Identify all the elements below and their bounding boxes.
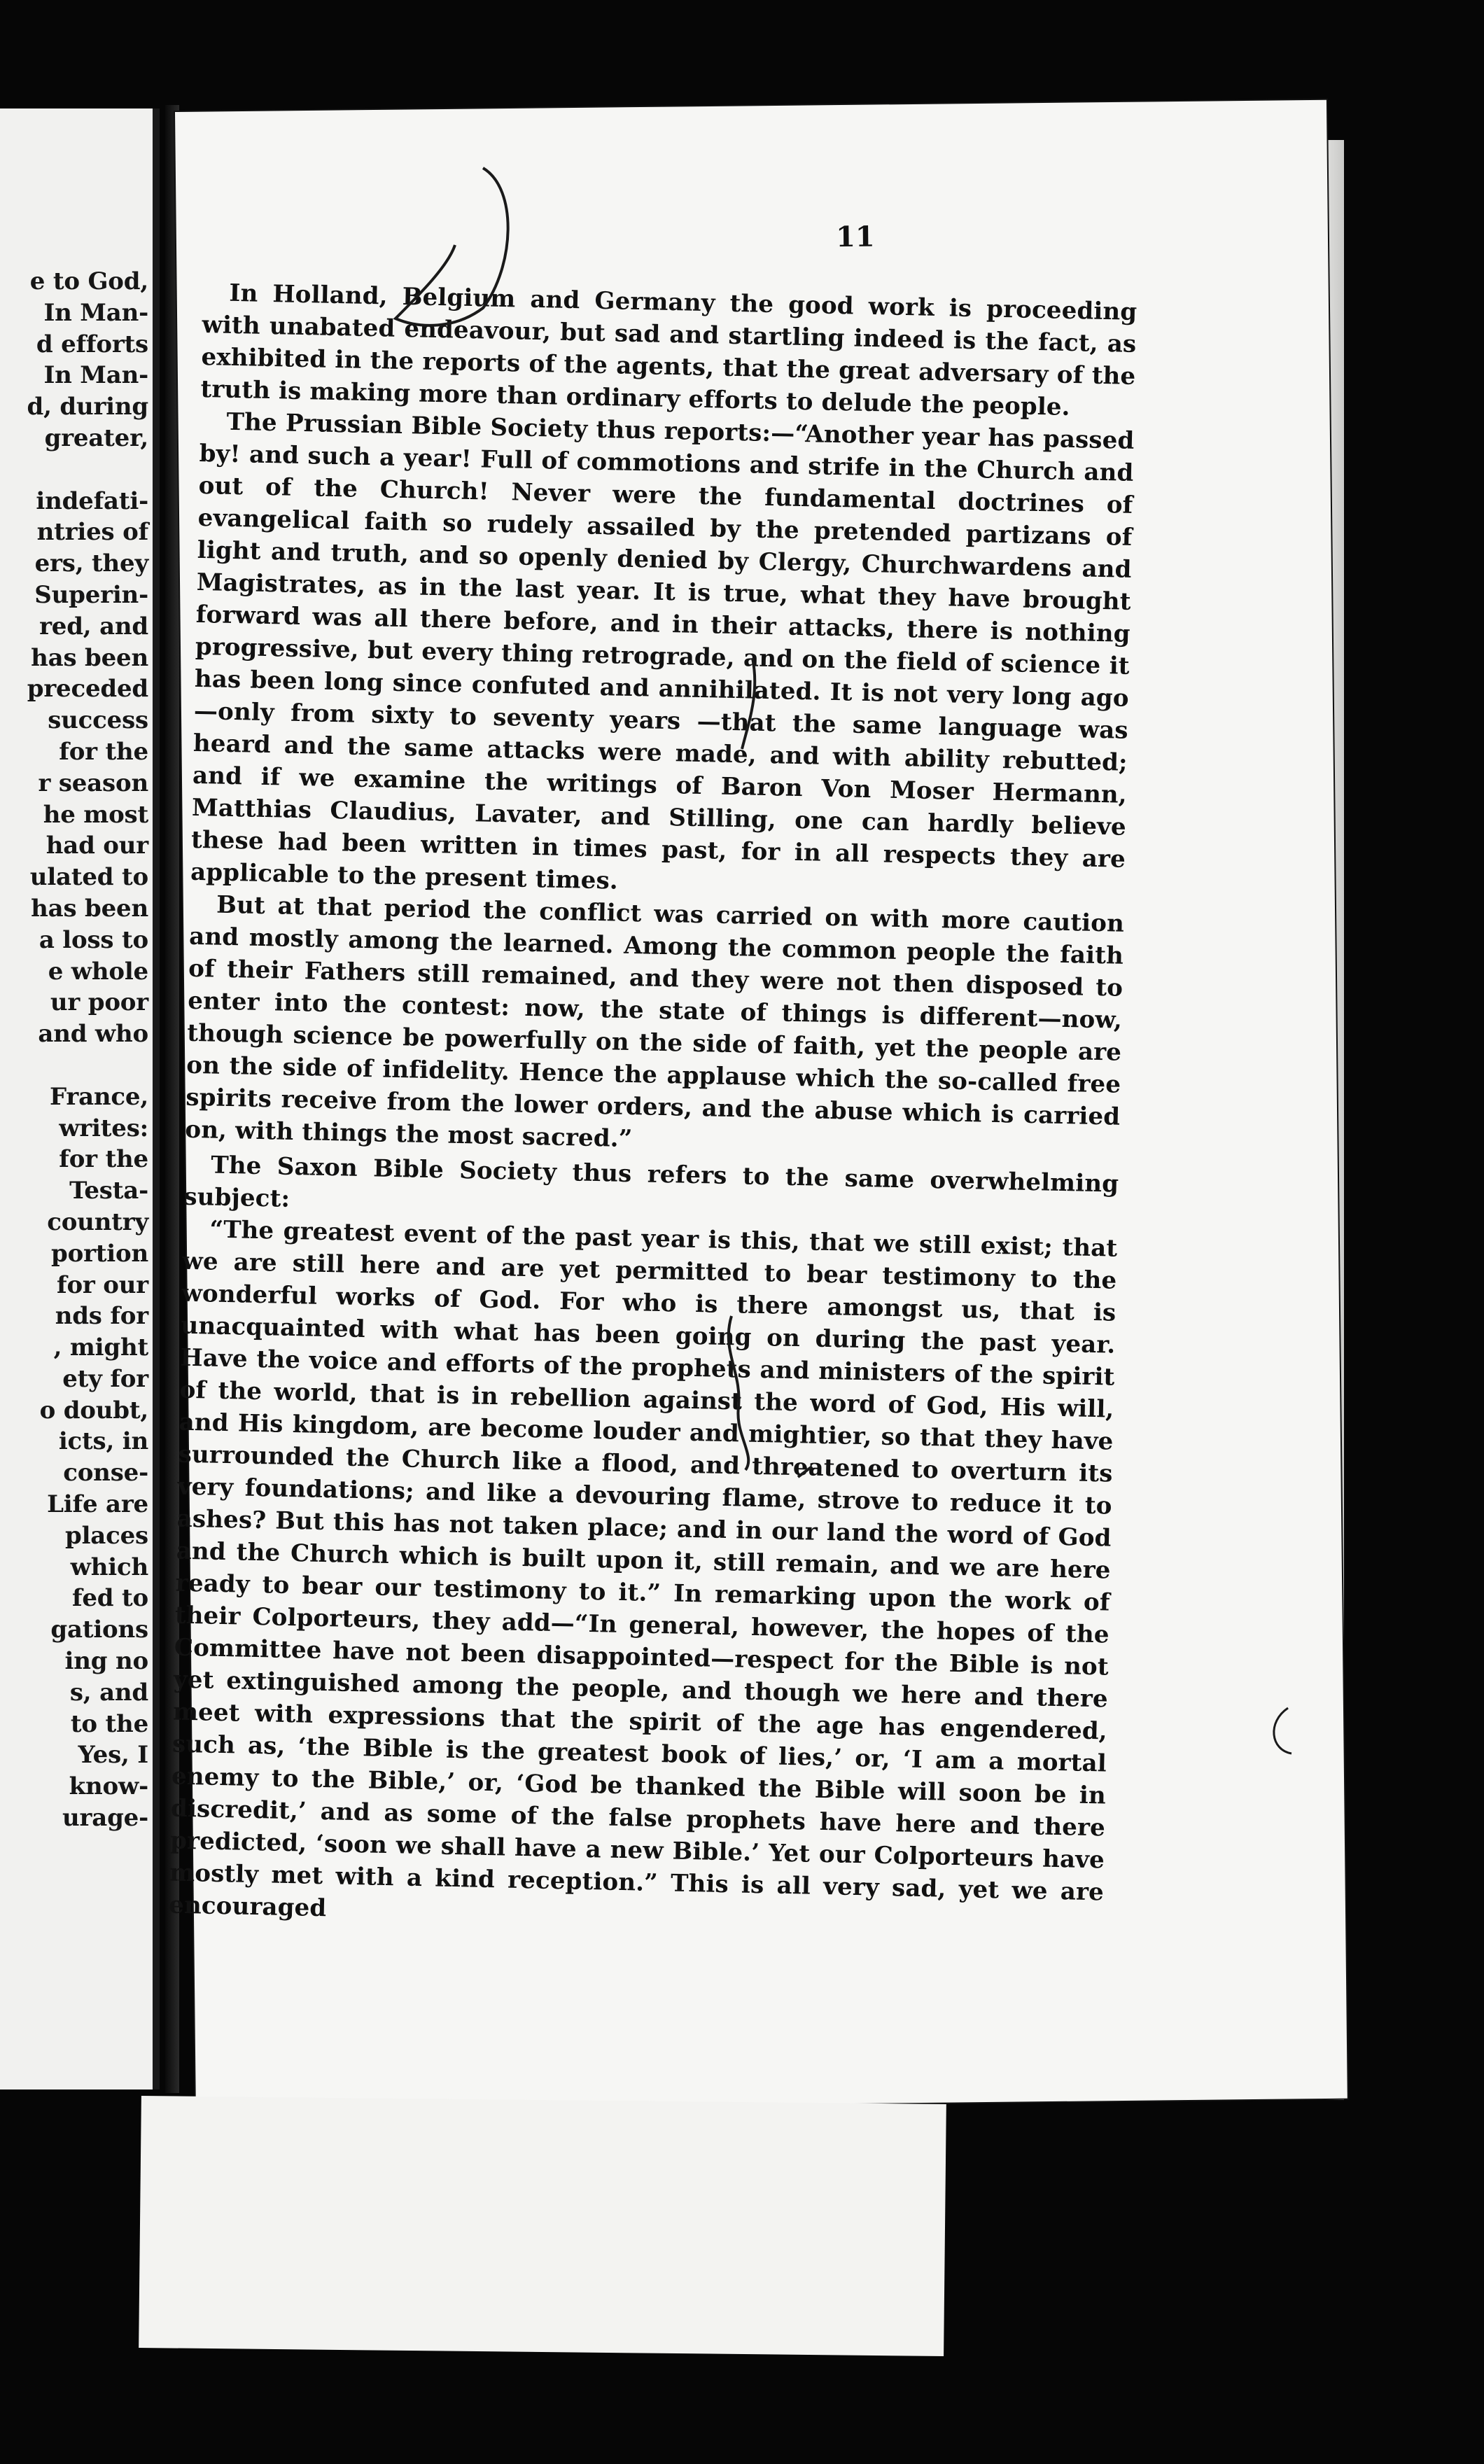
page-number: 11 [835, 220, 875, 254]
facing-page-line: he most [43, 800, 148, 829]
facing-page-line: indefati- [36, 486, 148, 515]
facing-page-line: portion [51, 1239, 148, 1268]
paragraph: But at that period the conflict was carried on with more caution and mostly among the learned. Among the common people the faith of their Fathers still remained, and they were not then disposed to enter into the contest: now, the state of things is different—now, though science be powerfully on the side of faith, yet the people are on the side of infidelity. Hence the applause which the so-called free spirits receive from the lower orders, and the abuse which is carried on, with things the most sacred.” [185, 890, 1125, 1154]
facing-page-line: success [48, 706, 148, 735]
facing-page-line: ety for [62, 1364, 148, 1393]
facing-page-line: fed to [71, 1584, 148, 1613]
facing-page-line: ulated to [29, 863, 148, 892]
paragraph: “The greatest event of the past year is this, that we still exist; that we are still here and are yet permitted to bear testimony to the wonderful works of God. For who is there amongst us, that is unacquainted with what has been going on during the past year. Have the voice and efforts of the prophets and ministers of the spirit of the world, that is in rebellion against the word of God, His will, and His kingdom, are become louder and mightier, so that they have surrounded the Church like a flood, and threatened to overturn its very foundations; and like a devouring flame, strove to reduce it to ashes? But this has not taken place; and in our land the word of God and the Church which is built upon it, still remain, and we are here ready to bear our testimony to it.” In remarking upon the work of their Colporteurs, they add—“In general, however, the hopes of the Committee have not been disappointed—respect for the Bible is not yet extinguished among the people, and though we here and there meet with expressions that the spirit of the age has engendered, such as, ‘the Bible is the greatest book of lies,’ or, ‘I am a mortal enemy to the Bible,’ or, ‘God be thanked the Bible will soon be in discredit,’ and as some of the false prophets have here and there predicted, ‘soon we shall have a new Bible.’ Yet our Colporteurs have mostly met with a kind reception.” This is all very sad, yet we are encouraged [168, 1215, 1118, 1923]
facing-page-line: for our [57, 1270, 148, 1299]
facing-page-text-fragments [1, 266, 148, 1834]
facing-page-line: for the [59, 737, 148, 766]
facing-page-line: icts, in [58, 1427, 148, 1456]
facing-page-line: writes: [59, 1114, 148, 1142]
facing-page-line: gations [50, 1616, 148, 1644]
facing-page-line: conse- [63, 1459, 148, 1488]
facing-page-line [1, 1050, 148, 1082]
facing-page-line: , might [53, 1334, 148, 1362]
facing-page-line: for the [59, 1145, 148, 1174]
facing-page-line: d efforts [36, 330, 148, 358]
facing-page-line: country [47, 1208, 148, 1236]
facing-page-line: s, and [69, 1678, 148, 1707]
facing-page-line: France, [50, 1082, 148, 1111]
facing-page-line: r season [38, 769, 148, 797]
paragraph: The Saxon Bible Society thus refers to the same overwhelming subject: [183, 1151, 1119, 1213]
facing-page-line: ur poor [50, 988, 148, 1017]
page-body-text [169, 276, 1138, 1940]
facing-page-line: to the [70, 1709, 148, 1738]
facing-page-line: which [70, 1553, 148, 1581]
facing-page-line: urage- [62, 1804, 148, 1833]
facing-page-line: e to God, [29, 267, 148, 295]
facing-page-line: e whole [48, 957, 148, 986]
facing-page-line: greater, [44, 424, 148, 452]
facing-page-line: had our [46, 832, 148, 860]
facing-page-line: Testa- [69, 1177, 148, 1205]
paragraph: The Prussian Bible Society thus reports:—“Another year has passed by! and such a year! Full of commotions and strife in the Church and out of the Church! Never were the fundamental doctrines of evangelical faith so rudely assailed by the pretended partizans of light and truth, and so openly denied by Clergy, Churchwardens and Magistrates, as in the last year. It is true, what they have brought forward was all there before, and in their attacks, there is nothing progressive, but every thing retrograde, and on the field of science it has been long since confuted and annihilated. It is not very long ago—only from sixty to seventy years —that the same language was heard and the same attacks were made, and with ability rebutted; and if we examine the writings of Baron Von Moser Hermann, Matthias Claudius, Lavater, and Stilling, one can hardly believe these had been written in times past, for in all respects they are applicable to the present times. [190, 407, 1135, 895]
facing-page-line: Superin- [34, 580, 148, 609]
facing-page-line: and who [38, 1020, 148, 1049]
facing-page-line: o doubt, [39, 1396, 148, 1424]
facing-page-left [0, 108, 160, 2090]
facing-page-line: has been [31, 643, 148, 672]
facing-page-line: places [65, 1521, 148, 1550]
facing-page-line: ers, they [34, 550, 148, 578]
facing-page-line: nds for [55, 1302, 148, 1331]
facing-page-line: has been [31, 894, 148, 923]
facing-page-line [1, 454, 148, 486]
facing-page-line: ing no [64, 1647, 148, 1676]
facing-page-line: preceded [27, 675, 148, 704]
facing-page-line: ntries of [36, 518, 148, 547]
facing-page-line: know- [69, 1772, 148, 1801]
facing-page-line: d, during [27, 393, 148, 421]
facing-page-line: a loss to [38, 925, 148, 954]
facing-page-line: Life are [47, 1490, 148, 1519]
paragraph: In Holland, Belgium and Germany the good work is proceeding with unabated endeavour, but sad and startling indeed is the fact, as exhibited in the reports of the agents, that the great adversary of the truth is making more than ordinary efforts to delude the people. [200, 279, 1138, 421]
bottom-paper-slip [139, 2096, 946, 2356]
facing-page-line: red, and [39, 612, 148, 640]
facing-page-line: Yes, I [78, 1741, 148, 1770]
facing-page-line: In Man- [43, 298, 148, 327]
facing-page-line: In Man- [43, 361, 148, 390]
